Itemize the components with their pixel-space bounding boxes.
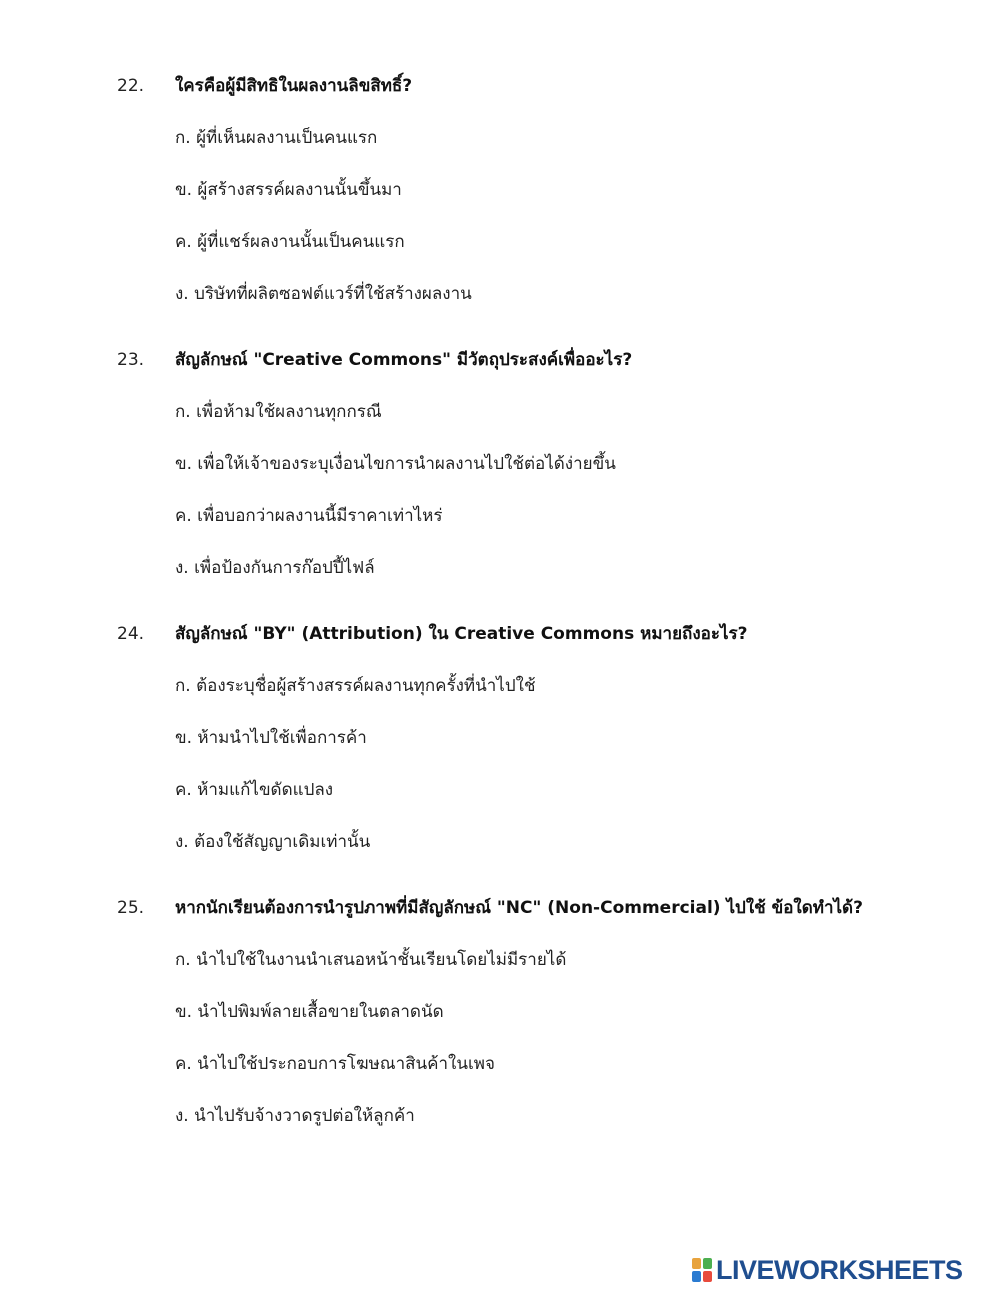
question-text: สัญลักษณ์ "BY" (Attribution) ใน Creative Commons หมายถึงอะไร? — [175, 624, 748, 644]
choice-d[interactable]: ง. นำไปรับจ้างวาดรูปต่อให้ลูกค้า — [175, 1106, 415, 1126]
question-header — [0, 345, 1000, 375]
choice-d[interactable]: ง. บริษัทที่ผลิตซอฟต์แวร์ที่ใช้สร้างผลงาน — [175, 284, 472, 304]
choice-d[interactable]: ง. เพื่อป้องกันการก๊อปปี้ไฟล์ — [175, 558, 375, 578]
choice-a[interactable]: ก. ผู้ที่เห็นผลงานเป็นคนแรก — [175, 128, 378, 148]
choice-b[interactable]: ข. ห้ามนำไปใช้เพื่อการค้า — [175, 728, 367, 748]
question-23 — [0, 345, 1000, 578]
logo-tile-4 — [703, 1271, 712, 1282]
question-22 — [0, 71, 1000, 304]
liveworksheets-logo-icon — [692, 1258, 712, 1282]
question-header — [0, 619, 1000, 649]
question-number: 23. — [117, 350, 145, 370]
question-header — [0, 71, 1000, 101]
question-text: หากนักเรียนต้องการนำรูปภาพที่มีสัญลักษณ์ "NC" (Non-Commercial) ไปใช้ ข้อใดทำได้? — [175, 898, 863, 918]
logo-tile-1 — [692, 1258, 701, 1269]
liveworksheets-logo — [692, 1254, 963, 1286]
choice-c[interactable]: ค. ห้ามแก้ไขดัดแปลง — [175, 780, 334, 800]
question-text: ใครคือผู้มีสิทธิในผลงานลิขสิทธิ์? — [175, 76, 413, 96]
question-number: 24. — [117, 624, 145, 644]
choice-b[interactable]: ข. ผู้สร้างสรรค์ผลงานนั้นขึ้นมา — [175, 180, 402, 200]
choice-a[interactable]: ก. นำไปใช้ในงานนำเสนอหน้าชั้นเรียนโดยไม่มีรายได้ — [175, 950, 567, 970]
choice-c[interactable]: ค. นำไปใช้ประกอบการโฆษณาสินค้าในเพจ — [175, 1054, 495, 1074]
logo-tile-2 — [703, 1258, 712, 1269]
question-24 — [0, 619, 1000, 852]
question-header — [0, 893, 1000, 923]
choice-c[interactable]: ค. เพื่อบอกว่าผลงานนี้มีราคาเท่าไหร่ — [175, 506, 443, 526]
logo-tile-3 — [692, 1271, 701, 1282]
choice-b[interactable]: ข. เพื่อให้เจ้าของระบุเงื่อนไขการนำผลงานไปใช้ต่อได้ง่ายขึ้น — [175, 454, 616, 474]
question-number: 25. — [117, 898, 145, 918]
choice-a[interactable]: ก. เพื่อห้ามใช้ผลงานทุกกรณี — [175, 402, 382, 422]
choice-c[interactable]: ค. ผู้ที่แชร์ผลงานนั้นเป็นคนแรก — [175, 232, 405, 252]
question-number: 22. — [117, 76, 145, 96]
choice-a[interactable]: ก. ต้องระบุชื่อผู้สร้างสรรค์ผลงานทุกครั้งที่นำไปใช้ — [175, 676, 536, 696]
question-25 — [0, 893, 1000, 1126]
choice-b[interactable]: ข. นำไปพิมพ์ลายเสื้อขายในตลาดนัด — [175, 1002, 444, 1022]
liveworksheets-brand-text: LIVEWORKSHEETS — [716, 1255, 963, 1285]
choice-d[interactable]: ง. ต้องใช้สัญญาเดิมเท่านั้น — [175, 832, 371, 852]
question-text: สัญลักษณ์ "Creative Commons" มีวัตถุประสงค์เพื่ออะไร? — [175, 350, 633, 370]
